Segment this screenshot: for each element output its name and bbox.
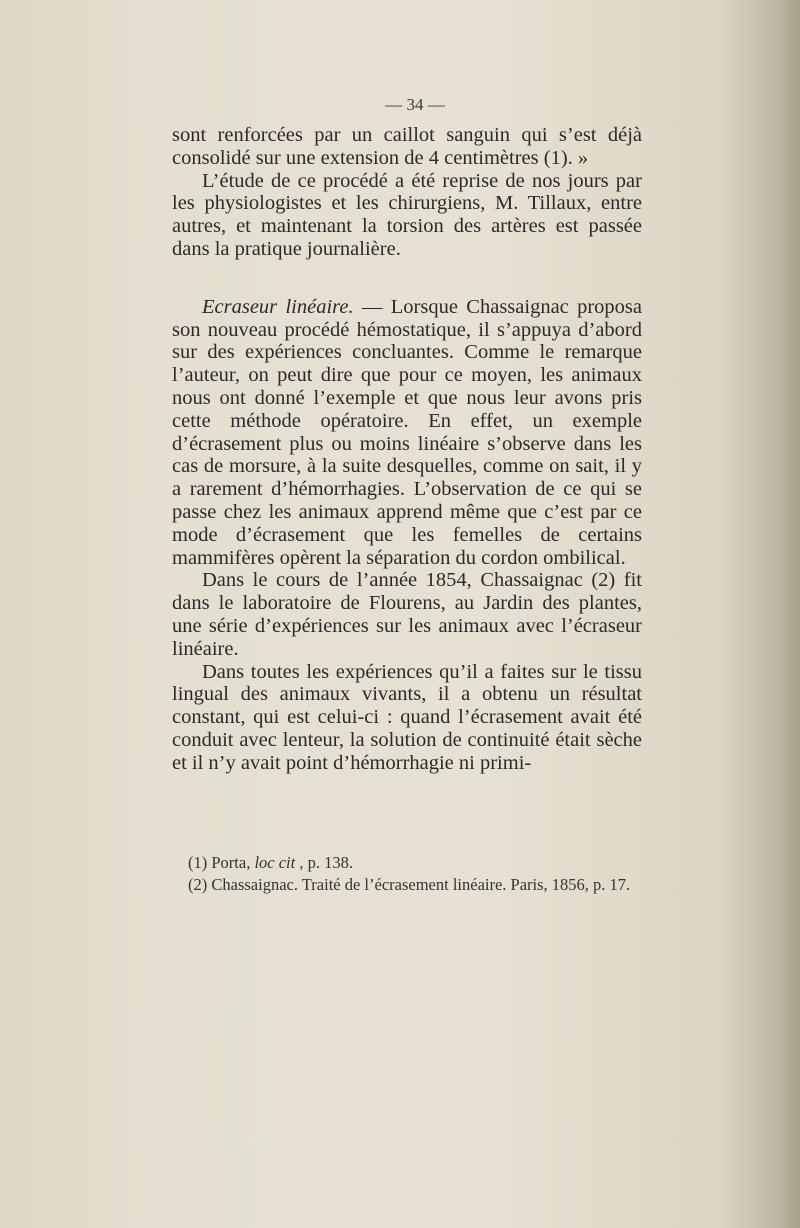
paragraph-ecraseur-body: — Lorsque Chassaignac proposa son nouveau procédé hémostatique, il s’appuya d’abord sur des expériences concluantes. Comme le remarque l’auteur, on peut dire que pour ce moyen, les animaux nous ont donné l’exemple et que nous leur avons pris cette méthode opératoire. En effet, un exemple d’écrasement plus ou moins linéaire s’observe dans les cas de morsure, à la suite desquelles, comme on sait, il y a rarement d’hémorrhagies. L’observation de ce qui se passe chez les animaux apprend même que c’est par ce mode d’écrasement que les femelles de certains mammifères opèrent la séparation du cordon ombilical. xyxy=(172,295,642,569)
footnotes xyxy=(172,852,642,896)
paragraph-experiences: Dans toutes les expériences qu’il a faites sur le tissu lingual des animaux vivants, il a obtenu un résultat constant, qui est celui-ci : quand l’écrasement avait été conduit avec lenteur, la solution de continuité était sèche et il n’y avait point d’hémorrhagie ni primi- xyxy=(172,660,642,774)
paragraph-torsion: L’étude de ce procédé a été reprise de nos jours par les physiologistes et les chirurgiens, M. Tillaux, entre autres, et maintenant la torsion des artères est passée dans la pratique journalière. xyxy=(172,169,642,260)
section-title-ecraseur: Ecraseur linéaire. xyxy=(202,295,354,318)
paragraph-1854: Dans le cours de l’année 1854, Chassaignac (2) fit dans le laboratoire de Flourens, au Jardin des plantes, une série d’expériences sur les animaux avec l’écraseur linéaire. xyxy=(172,569,642,660)
page-number: — 34 — xyxy=(385,95,445,114)
footnote-1-text: (1) Porta, xyxy=(188,853,255,872)
footnote-1 xyxy=(172,852,642,874)
footnote-1-italic: loc cit xyxy=(254,853,296,872)
paragraph-ecraseur xyxy=(172,296,642,570)
body-text xyxy=(172,124,642,775)
footnote-2: (2) Chassaignac. Traité de l’écrasement linéaire. Paris, 1856, p. 17. xyxy=(188,875,631,894)
footnote-1-end: , p. 138. xyxy=(295,853,353,872)
paragraph-continuation: sont renforcées par un caillot sanguin qui s’est déjà consolidé sur une extension de 4 centimètres (1). » xyxy=(172,124,642,169)
section-gap xyxy=(172,261,642,296)
